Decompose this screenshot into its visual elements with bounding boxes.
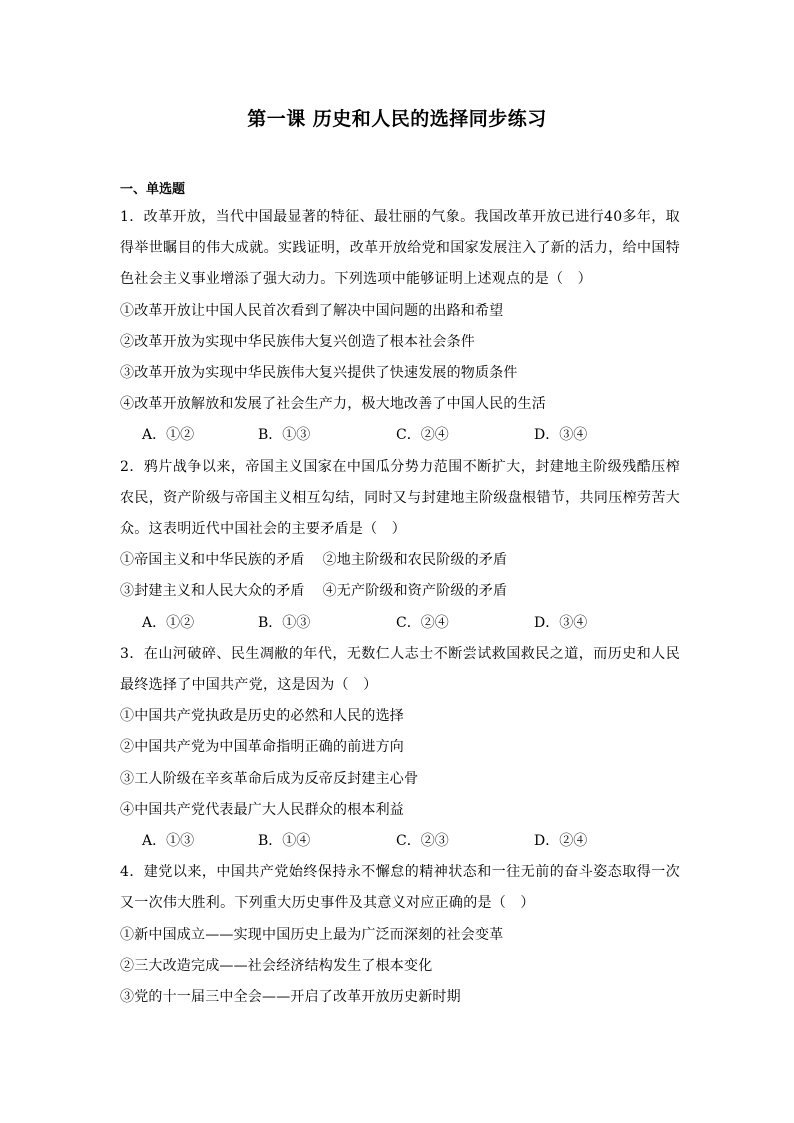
- choice-d[interactable]: D．③④: [534, 427, 588, 444]
- choice-c[interactable]: C．②③: [396, 833, 449, 850]
- choice-d[interactable]: D．③④: [534, 614, 588, 631]
- statement-option: ①中国共产党执政是历史的必然和人民的选择: [120, 708, 404, 725]
- statement-option: ①帝国主义和中华民族的矛盾: [120, 552, 305, 569]
- question-3: [120, 639, 680, 857]
- statement-option: ②地主阶级和农民阶级的矛盾: [322, 552, 508, 569]
- question-stem: 1．改革开放，当代中国最显著的特征、最壮丽的气象。我国改革开放已进行40多年，取得举世瞩目的伟大成就。实践证明，改革开放给党和国家发展注入了新的活力，给中国特色社会主义事业增添了强大动力。下列选项中能够证明上述观点的是（ ）: [120, 209, 680, 288]
- question-content: [120, 180, 680, 1013]
- section-heading: 一、单选题: [120, 182, 186, 197]
- statement-option: ④无产阶级和资产阶级的矛盾: [322, 583, 508, 600]
- statement-option: ④中国共产党代表最广大人民群众的根本利益: [120, 801, 404, 818]
- question-stem: 4．建党以来，中国共产党始终保持永不懈怠的精神状态和一往无前的奋斗姿态取得一次又一次伟大胜利。下列重大历史事件及其意义对应正确的是（ ）: [120, 864, 680, 912]
- page-title: 第一课 历史和人民的选择同步练习: [247, 108, 547, 130]
- statement-option: ②中国共产党为中国革命指明正确的前进方向: [120, 739, 404, 756]
- choice-b[interactable]: B．①③: [258, 614, 311, 631]
- statement-option: ②三大改造完成——社会经济结构发生了根本变化: [120, 957, 433, 974]
- statement-option-row: [120, 576, 680, 607]
- statement-option: ③工人阶级在辛亥革命后成为反帝反封建主心骨: [120, 770, 419, 787]
- statement-option: ①改革开放让中国人民首次看到了解决中国问题的出路和希望: [120, 302, 504, 319]
- statement-option-row: [120, 545, 680, 576]
- answer-choices: [120, 420, 680, 451]
- choice-b[interactable]: B．①③: [258, 427, 311, 444]
- question-1: [120, 202, 680, 452]
- statement-option: ①新中国成立——实现中国历史上最为广泛而深刻的社会变革: [120, 926, 504, 943]
- choice-a[interactable]: A．①③: [142, 833, 195, 850]
- statement-option: ④改革开放解放和发展了社会生产力，极大地改善了中国人民的生活: [120, 396, 546, 413]
- choice-c[interactable]: C．②④: [396, 427, 449, 444]
- question-2: [120, 452, 680, 639]
- statement-option: ③封建主义和人民大众的矛盾: [120, 583, 305, 600]
- statement-option: ③党的十一届三中全会——开启了改革开放历史新时期: [120, 989, 461, 1006]
- choice-d[interactable]: D．②④: [534, 833, 588, 850]
- answer-choices: [120, 826, 680, 857]
- question-4: [120, 857, 680, 1013]
- statement-option: ③改革开放为实现中华民族伟大复兴提供了快速发展的物质条件: [120, 365, 518, 382]
- choice-c[interactable]: C．②④: [396, 614, 449, 631]
- answer-choices: [120, 608, 680, 639]
- choice-b[interactable]: B．①④: [258, 833, 311, 850]
- choice-a[interactable]: A．①②: [142, 614, 195, 631]
- question-stem: 3．在山河破碎、民生凋敝的年代，无数仁人志士不断尝试救国救民之道，而历史和人民最终选择了中国共产党，这是因为（ ）: [120, 645, 680, 694]
- choice-a[interactable]: A．①②: [142, 427, 195, 444]
- statement-option: ②改革开放为实现中华民族伟大复兴创造了根本社会条件: [120, 333, 475, 350]
- question-stem: 2．鸦片战争以来，帝国主义国家在中国瓜分势力范围不断扩大，封建地主阶级残酷压榨农民，资产阶级与帝国主义相互勾结，同时又与封建地主阶级盘根错节，共同压榨劳苦大众。这表明近代中国社会的主要矛盾是（ ）: [120, 458, 680, 538]
